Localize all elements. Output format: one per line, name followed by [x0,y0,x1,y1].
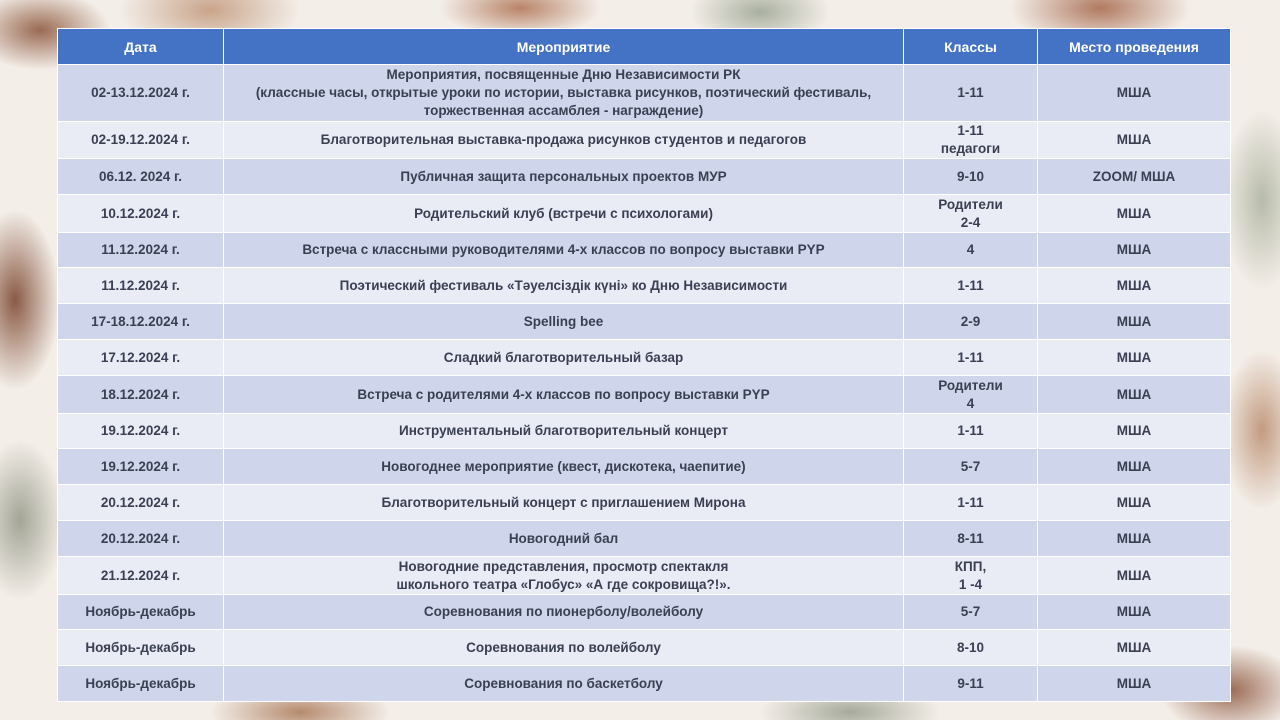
table-row [58,122,1231,159]
table-row [58,159,1231,195]
events-table [57,28,1231,702]
cell-date: 18.12.2024 г. [58,376,224,414]
cell-place: МША [1038,304,1231,340]
cell-place: ZOOM/ МША [1038,159,1231,195]
table-row [58,304,1231,340]
cell-grades: 8-11 [904,521,1038,557]
cell-event: Новогодние представления, просмотр спектакля школьного театра «Глобус» «А где сокровища?!». [224,557,904,595]
cell-event: Поэтический фестиваль «Тәуелсіздік күні» ко Дню Независимости [224,268,904,304]
cell-place: МША [1038,376,1231,414]
cell-grades: Родители 2-4 [904,195,1038,233]
cell-date: 21.12.2024 г. [58,557,224,595]
cell-place: МША [1038,414,1231,449]
cell-event: Благотворительный концерт с приглашением Мирона [224,485,904,521]
header-date: Дата [58,29,224,65]
cell-date: 19.12.2024 г. [58,449,224,485]
cell-grades: 1-11 педагоги [904,122,1038,159]
cell-grades: 1-11 [904,65,1038,122]
cell-place: МША [1038,195,1231,233]
cell-event: Новогоднее мероприятие (квест, дискотека, чаепитие) [224,449,904,485]
cell-place: МША [1038,595,1231,630]
cell-date: 20.12.2024 г. [58,485,224,521]
cell-grades: 9-11 [904,666,1038,702]
cell-grades: КПП, 1 -4 [904,557,1038,595]
cell-event: Новогодний бал [224,521,904,557]
cell-place: МША [1038,233,1231,268]
cell-place: МША [1038,557,1231,595]
cell-grades: 9-10 [904,159,1038,195]
cell-grades: 2-9 [904,304,1038,340]
cell-grades: 4 [904,233,1038,268]
cell-place: МША [1038,485,1231,521]
cell-grades: 1-11 [904,485,1038,521]
table-row [58,233,1231,268]
table-row [58,65,1231,122]
cell-event: Сладкий благотворительный базар [224,340,904,376]
cell-event: Родительский клуб (встречи с психологами) [224,195,904,233]
cell-event: Встреча с родителями 4-х классов по вопросу выставки PYP [224,376,904,414]
table-row [58,340,1231,376]
table-row [58,268,1231,304]
cell-date: 06.12. 2024 г. [58,159,224,195]
cell-grades: 1-11 [904,340,1038,376]
cell-event: Соревнования по пионерболу/волейболу [224,595,904,630]
cell-place: МША [1038,65,1231,122]
cell-date: 02-19.12.2024 г. [58,122,224,159]
cell-grades: 1-11 [904,414,1038,449]
table-row [58,521,1231,557]
cell-date: Ноябрь-декабрь [58,595,224,630]
cell-event: Инструментальный благотворительный концерт [224,414,904,449]
cell-event: Встреча с классными руководителями 4-х классов по вопросу выставки PYP [224,233,904,268]
table-row [58,485,1231,521]
cell-event: Соревнования по волейболу [224,630,904,666]
cell-place: МША [1038,122,1231,159]
cell-date: 11.12.2024 г. [58,233,224,268]
cell-event: Соревнования по баскетболу [224,666,904,702]
cell-place: МША [1038,521,1231,557]
cell-grades: 5-7 [904,595,1038,630]
cell-grades: Родители 4 [904,376,1038,414]
table-row [58,666,1231,702]
table-row [58,595,1231,630]
header-event: Мероприятие [224,29,904,65]
cell-date: 17-18.12.2024 г. [58,304,224,340]
table-row [58,376,1231,414]
table-row [58,630,1231,666]
cell-place: МША [1038,630,1231,666]
cell-place: МША [1038,340,1231,376]
cell-place: МША [1038,449,1231,485]
cell-grades: 5-7 [904,449,1038,485]
cell-grades: 8-10 [904,630,1038,666]
cell-date: 19.12.2024 г. [58,414,224,449]
cell-event: Мероприятия, посвященные Дню Независимости РК (классные часы, открытые уроки по истории, выставка рисунков, поэтический фестиваль, торжественная ассамблея - награждение) [224,65,904,122]
table-row [58,449,1231,485]
table-row [58,195,1231,233]
cell-grades: 1-11 [904,268,1038,304]
cell-date: 17.12.2024 г. [58,340,224,376]
table-header-row [58,29,1231,65]
table-row [58,414,1231,449]
header-grades: Классы [904,29,1038,65]
cell-place: МША [1038,268,1231,304]
cell-event: Публичная защита персональных проектов МУР [224,159,904,195]
cell-date: 02-13.12.2024 г. [58,65,224,122]
cell-date: Ноябрь-декабрь [58,666,224,702]
cell-event: Spelling bee [224,304,904,340]
header-place: Место проведения [1038,29,1231,65]
cell-place: МША [1038,666,1231,702]
cell-date: 10.12.2024 г. [58,195,224,233]
table-row [58,557,1231,595]
cell-event: Благотворительная выставка-продажа рисунков студентов и педагогов [224,122,904,159]
cell-date: Ноябрь-декабрь [58,630,224,666]
cell-date: 11.12.2024 г. [58,268,224,304]
cell-date: 20.12.2024 г. [58,521,224,557]
